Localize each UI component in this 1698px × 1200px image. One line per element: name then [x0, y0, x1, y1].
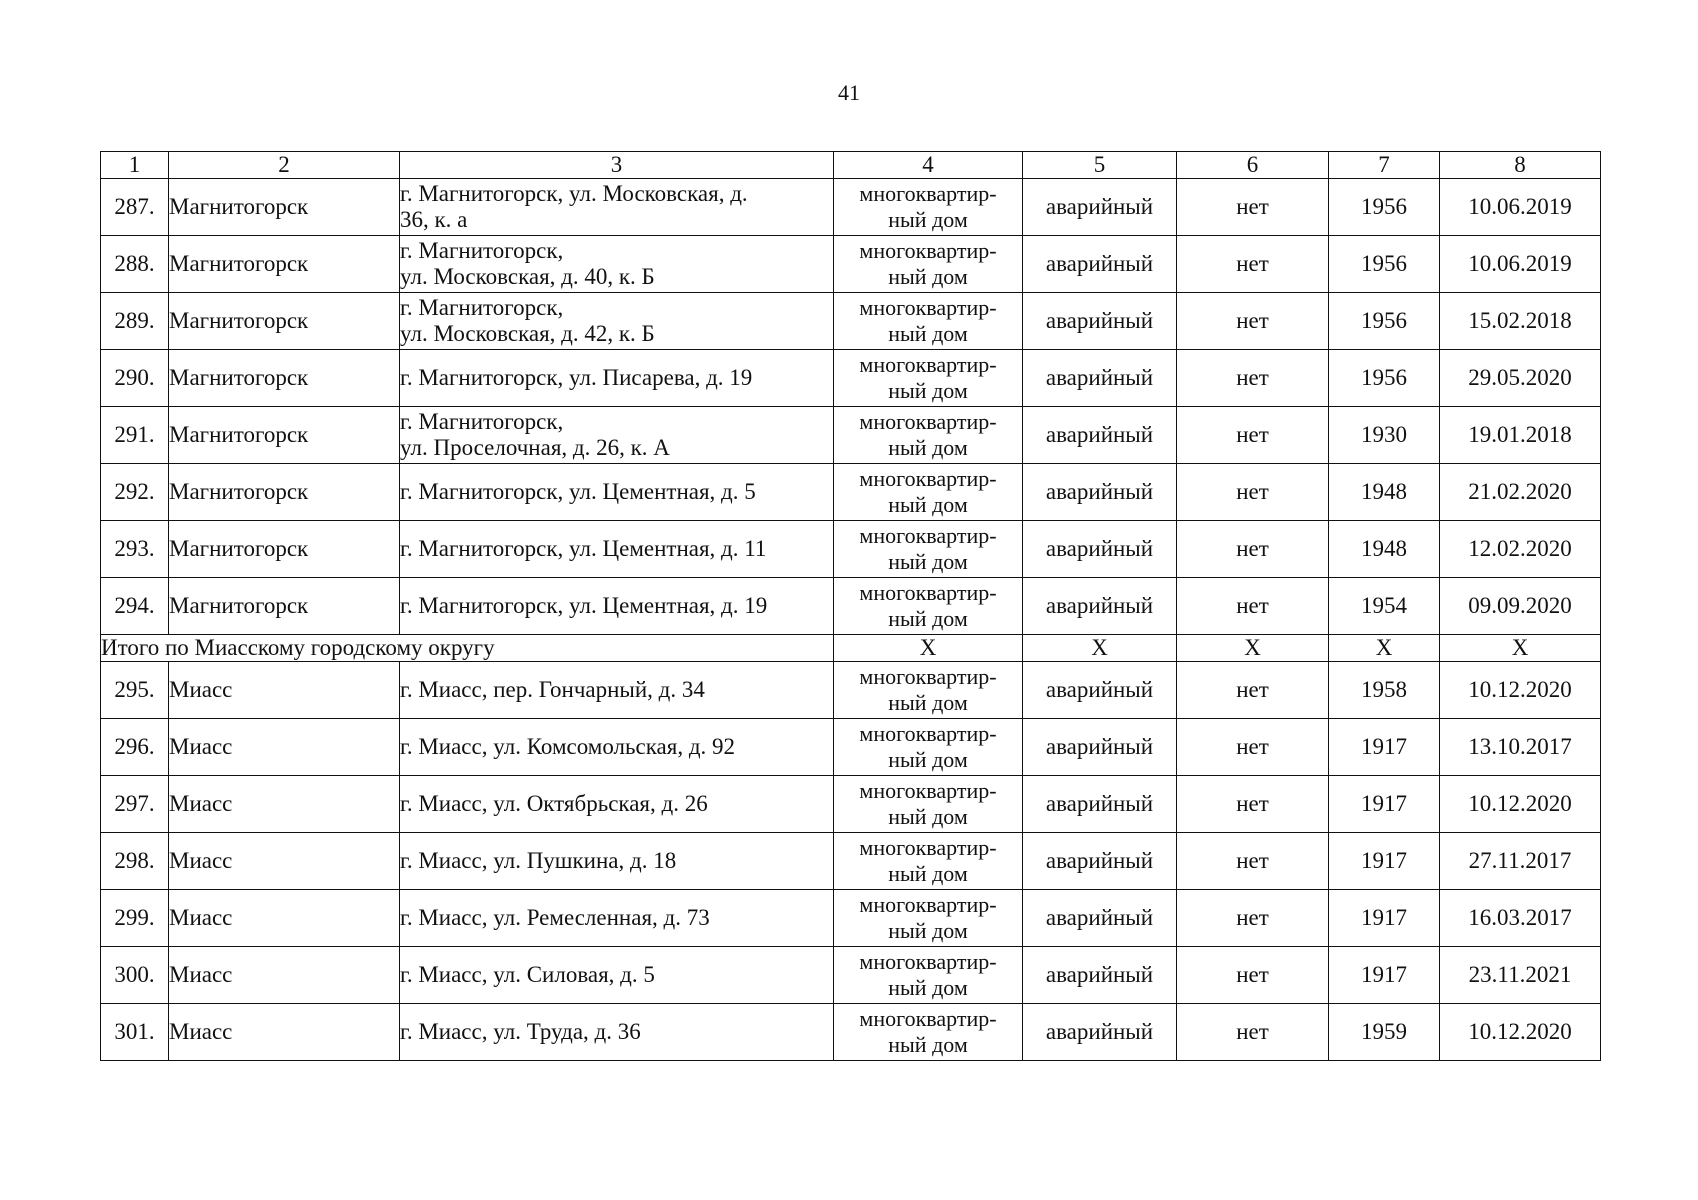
column-6-cell: нет: [1177, 521, 1329, 578]
municipality-cell: Миасс: [169, 662, 400, 719]
building-type-line: многоквартир-: [859, 466, 997, 491]
year-cell: 1917: [1329, 890, 1440, 947]
column-number-row: [101, 152, 1601, 179]
year-cell: 1917: [1329, 776, 1440, 833]
year-cell: 1958: [1329, 662, 1440, 719]
building-type-cell: [834, 179, 1023, 236]
total-x-mark: X: [834, 635, 1023, 662]
column-6-cell: нет: [1177, 776, 1329, 833]
building-type-cell: [834, 1004, 1023, 1061]
total-x-mark: X: [1440, 635, 1601, 662]
year-cell: 1917: [1329, 833, 1440, 890]
column-6-cell: нет: [1177, 662, 1329, 719]
column-6-cell: нет: [1177, 293, 1329, 350]
building-type-line: многоквартир-: [859, 352, 997, 377]
address-line: г. Магнитогорск,: [400, 295, 564, 320]
column-6-cell: нет: [1177, 350, 1329, 407]
building-type-line: ный дом: [888, 918, 968, 943]
address-cell: [400, 350, 834, 407]
table-row: [101, 293, 1601, 350]
date-cell: 10.12.2020: [1440, 662, 1601, 719]
municipality-cell: Миасс: [169, 890, 400, 947]
address-cell: [400, 464, 834, 521]
address-cell: [400, 293, 834, 350]
date-cell: 13.10.2017: [1440, 719, 1601, 776]
building-type-line: многоквартир-: [859, 523, 997, 548]
date-cell: 10.12.2020: [1440, 776, 1601, 833]
building-type-line: ный дом: [888, 435, 968, 460]
municipality-cell: Миасс: [169, 947, 400, 1004]
building-type-line: ный дом: [888, 492, 968, 517]
column-header-3: 3: [400, 152, 834, 179]
address-line: г. Магнитогорск, ул. Писарева, д. 19: [400, 365, 753, 390]
page-number: 41: [838, 80, 860, 105]
building-type-line: многоквартир-: [859, 181, 997, 206]
building-type-line: многоквартир-: [859, 295, 997, 320]
date-cell: 27.11.2017: [1440, 833, 1601, 890]
date-cell: 16.03.2017: [1440, 890, 1601, 947]
building-type-line: ный дом: [888, 264, 968, 289]
address-cell: [400, 662, 834, 719]
condition-cell: аварийный: [1023, 662, 1177, 719]
condition-cell: аварийный: [1023, 890, 1177, 947]
municipality-cell: Миасс: [169, 776, 400, 833]
year-cell: 1959: [1329, 1004, 1440, 1061]
address-cell: [400, 776, 834, 833]
table-row: [101, 776, 1601, 833]
year-cell: 1930: [1329, 407, 1440, 464]
municipality-cell: Магнитогорск: [169, 578, 400, 635]
section-total-row: [101, 635, 1601, 662]
table-row: [101, 890, 1601, 947]
date-cell: 10.06.2019: [1440, 236, 1601, 293]
condition-cell: аварийный: [1023, 1004, 1177, 1061]
year-cell: 1956: [1329, 293, 1440, 350]
condition-cell: аварийный: [1023, 521, 1177, 578]
address-line: г. Магнитогорск, ул. Цементная, д. 5: [400, 479, 756, 504]
year-cell: 1956: [1329, 350, 1440, 407]
column-6-cell: нет: [1177, 890, 1329, 947]
municipality-cell: Миасс: [169, 833, 400, 890]
address-cell: [400, 578, 834, 635]
building-type-cell: [834, 578, 1023, 635]
building-type-line: многоквартир-: [859, 409, 997, 434]
total-x-mark: X: [1023, 635, 1177, 662]
column-header-1: 1: [101, 152, 169, 179]
building-type-cell: [834, 407, 1023, 464]
building-type-line: ный дом: [888, 321, 968, 346]
building-type-cell: [834, 236, 1023, 293]
building-type-cell: [834, 464, 1023, 521]
condition-cell: аварийный: [1023, 719, 1177, 776]
year-cell: 1954: [1329, 578, 1440, 635]
address-cell: [400, 407, 834, 464]
municipality-cell: Миасс: [169, 719, 400, 776]
row-number: 296.: [101, 719, 169, 776]
row-number: 289.: [101, 293, 169, 350]
column-6-cell: нет: [1177, 464, 1329, 521]
building-type-line: ный дом: [888, 549, 968, 574]
table-row: [101, 719, 1601, 776]
address-line: г. Миасс, ул. Пушкина, д. 18: [400, 848, 677, 873]
municipality-cell: Магнитогорск: [169, 521, 400, 578]
year-cell: 1948: [1329, 521, 1440, 578]
row-number: 295.: [101, 662, 169, 719]
address-cell: [400, 890, 834, 947]
municipality-cell: Магнитогорск: [169, 236, 400, 293]
year-cell: 1917: [1329, 947, 1440, 1004]
building-type-line: многоквартир-: [859, 892, 997, 917]
building-type-cell: [834, 293, 1023, 350]
condition-cell: аварийный: [1023, 350, 1177, 407]
table-row: [101, 833, 1601, 890]
row-number: 290.: [101, 350, 169, 407]
total-x-mark: X: [1177, 635, 1329, 662]
condition-cell: аварийный: [1023, 578, 1177, 635]
building-type-line: многоквартир-: [859, 580, 997, 605]
condition-cell: аварийный: [1023, 833, 1177, 890]
address-cell: [400, 236, 834, 293]
building-type-line: ный дом: [888, 975, 968, 1000]
total-x-mark: X: [1329, 635, 1440, 662]
column-header-6: 6: [1177, 152, 1329, 179]
address-line: ул. Московская, д. 40, к. Б: [400, 264, 655, 289]
column-6-cell: нет: [1177, 947, 1329, 1004]
column-header-4: 4: [834, 152, 1023, 179]
building-type-line: многоквартир-: [859, 949, 997, 974]
row-number: 288.: [101, 236, 169, 293]
date-cell: 09.09.2020: [1440, 578, 1601, 635]
date-cell: 12.02.2020: [1440, 521, 1601, 578]
building-type-cell: [834, 719, 1023, 776]
row-number: 299.: [101, 890, 169, 947]
address-line: г. Магнитогорск,: [400, 238, 564, 263]
condition-cell: аварийный: [1023, 293, 1177, 350]
address-cell: [400, 179, 834, 236]
municipality-cell: Магнитогорск: [169, 407, 400, 464]
date-cell: 21.02.2020: [1440, 464, 1601, 521]
date-cell: 29.05.2020: [1440, 350, 1601, 407]
address-cell: [400, 521, 834, 578]
address-cell: [400, 1004, 834, 1061]
building-type-line: ный дом: [888, 606, 968, 631]
address-line: г. Миасс, ул. Силовая, д. 5: [400, 962, 655, 987]
date-cell: 10.12.2020: [1440, 1004, 1601, 1061]
column-6-cell: нет: [1177, 1004, 1329, 1061]
column-header-7: 7: [1329, 152, 1440, 179]
building-type-line: многоквартир-: [859, 835, 997, 860]
condition-cell: аварийный: [1023, 407, 1177, 464]
column-6-cell: нет: [1177, 719, 1329, 776]
table-row: [101, 179, 1601, 236]
table-row: [101, 662, 1601, 719]
address-line: 36, к. а: [400, 207, 468, 232]
condition-cell: аварийный: [1023, 179, 1177, 236]
building-type-line: ный дом: [888, 804, 968, 829]
building-type-cell: [834, 662, 1023, 719]
building-type-line: многоквартир-: [859, 238, 997, 263]
address-line: г. Магнитогорск, ул. Цементная, д. 19: [400, 593, 768, 618]
address-line: г. Миасс, ул. Труда, д. 36: [400, 1019, 641, 1044]
row-number: 287.: [101, 179, 169, 236]
column-6-cell: нет: [1177, 407, 1329, 464]
municipality-cell: Магнитогорск: [169, 350, 400, 407]
table-row: [101, 407, 1601, 464]
row-number: 298.: [101, 833, 169, 890]
table-row: [101, 521, 1601, 578]
column-header-5: 5: [1023, 152, 1177, 179]
building-type-line: многоквартир-: [859, 778, 997, 803]
building-type-cell: [834, 947, 1023, 1004]
address-line: г. Миасс, ул. Октябрьская, д. 26: [400, 791, 708, 816]
building-type-line: ный дом: [888, 747, 968, 772]
building-type-line: ный дом: [888, 207, 968, 232]
address-line: г. Миасс, пер. Гончарный, д. 34: [400, 677, 705, 702]
year-cell: 1956: [1329, 236, 1440, 293]
address-line: г. Магнитогорск, ул. Цементная, д. 11: [400, 536, 767, 561]
table-row: [101, 578, 1601, 635]
table-row: [101, 464, 1601, 521]
row-number: 292.: [101, 464, 169, 521]
building-type-cell: [834, 776, 1023, 833]
address-cell: [400, 833, 834, 890]
condition-cell: аварийный: [1023, 776, 1177, 833]
municipality-cell: Магнитогорск: [169, 179, 400, 236]
column-6-cell: нет: [1177, 578, 1329, 635]
building-type-line: ный дом: [888, 861, 968, 886]
row-number: 300.: [101, 947, 169, 1004]
row-number: 297.: [101, 776, 169, 833]
row-number: 291.: [101, 407, 169, 464]
municipality-cell: Миасс: [169, 1004, 400, 1061]
condition-cell: аварийный: [1023, 464, 1177, 521]
column-6-cell: нет: [1177, 236, 1329, 293]
date-cell: 10.06.2019: [1440, 179, 1601, 236]
date-cell: 19.01.2018: [1440, 407, 1601, 464]
year-cell: 1948: [1329, 464, 1440, 521]
date-cell: 23.11.2021: [1440, 947, 1601, 1004]
column-6-cell: нет: [1177, 179, 1329, 236]
column-6-cell: нет: [1177, 833, 1329, 890]
municipality-cell: Магнитогорск: [169, 464, 400, 521]
table-row: [101, 236, 1601, 293]
building-type-line: многоквартир-: [859, 664, 997, 689]
table-body: [101, 152, 1601, 1061]
table-row: [101, 350, 1601, 407]
condition-cell: аварийный: [1023, 236, 1177, 293]
building-type-line: ный дом: [888, 1032, 968, 1057]
row-number: 293.: [101, 521, 169, 578]
building-type-line: многоквартир-: [859, 721, 997, 746]
year-cell: 1917: [1329, 719, 1440, 776]
address-line: г. Магнитогорск,: [400, 409, 564, 434]
building-type-line: многоквартир-: [859, 1006, 997, 1031]
year-cell: 1956: [1329, 179, 1440, 236]
column-header-8: 8: [1440, 152, 1601, 179]
address-line: ул. Проселочная, д. 26, к. А: [400, 435, 670, 460]
building-type-line: ный дом: [888, 378, 968, 403]
address-line: ул. Московская, д. 42, к. Б: [400, 321, 655, 346]
row-number: 294.: [101, 578, 169, 635]
address-cell: [400, 947, 834, 1004]
housing-registry-table: [100, 151, 1601, 1061]
building-type-cell: [834, 521, 1023, 578]
building-type-line: ный дом: [888, 690, 968, 715]
row-number: 301.: [101, 1004, 169, 1061]
column-header-2: 2: [169, 152, 400, 179]
table-row: [101, 1004, 1601, 1061]
building-type-cell: [834, 833, 1023, 890]
building-type-cell: [834, 890, 1023, 947]
address-line: г. Миасс, ул. Ремесленная, д. 73: [400, 905, 710, 930]
address-line: г. Магнитогорск, ул. Московская, д.: [400, 181, 748, 206]
building-type-cell: [834, 350, 1023, 407]
condition-cell: аварийный: [1023, 947, 1177, 1004]
section-total-label: Итого по Миасскому городскому округу: [101, 635, 834, 662]
municipality-cell: Магнитогорск: [169, 293, 400, 350]
table-row: [101, 947, 1601, 1004]
date-cell: 15.02.2018: [1440, 293, 1601, 350]
address-line: г. Миасс, ул. Комсомольская, д. 92: [400, 734, 736, 759]
address-cell: [400, 719, 834, 776]
